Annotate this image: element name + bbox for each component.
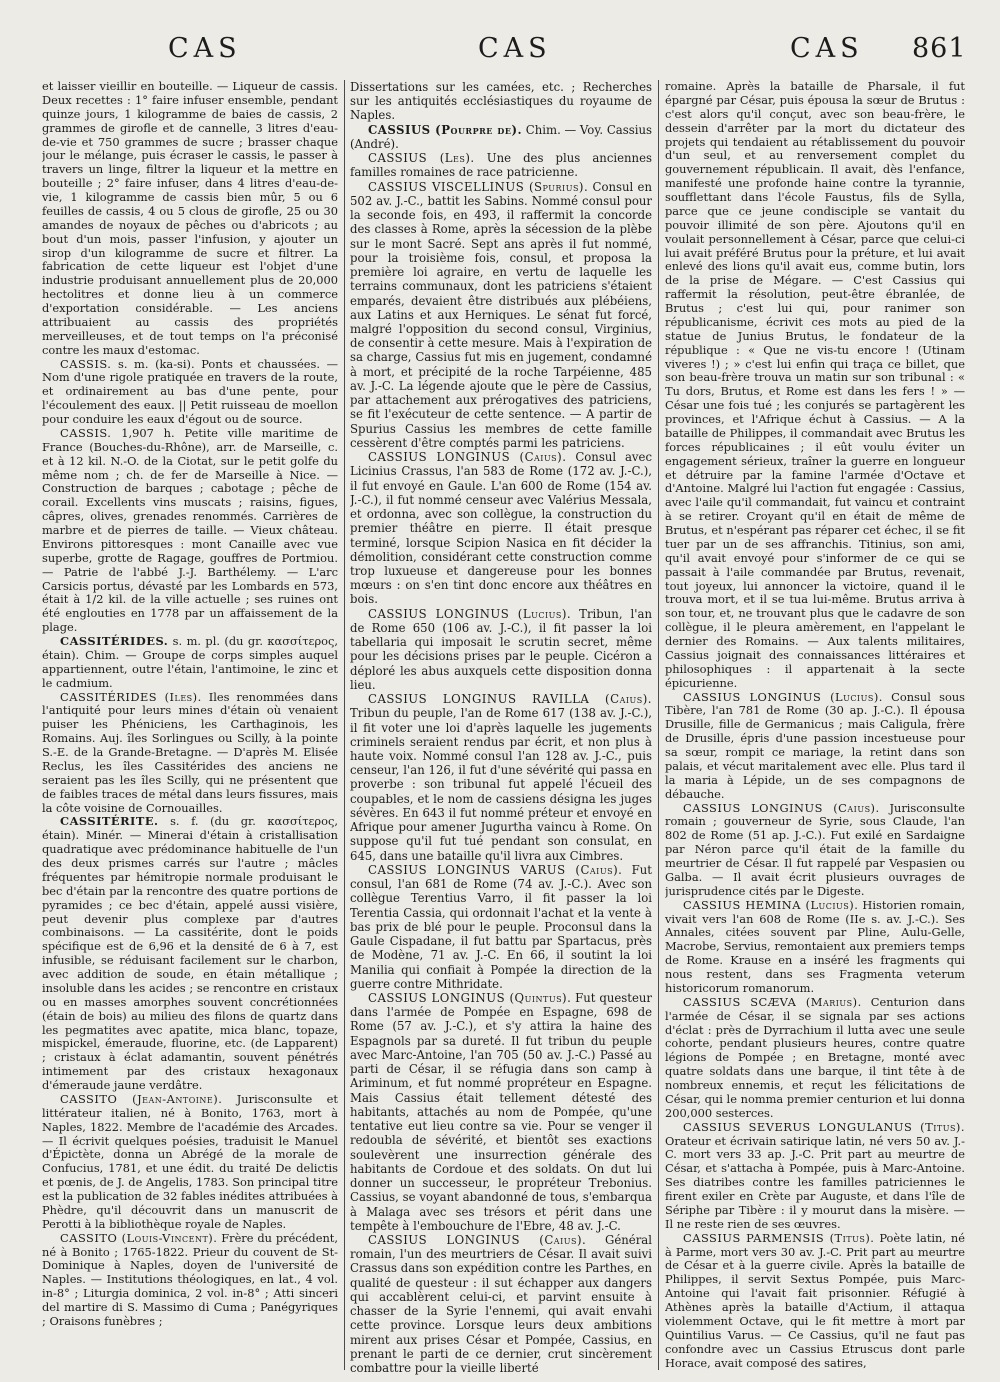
entry-headword: CASSIUS SCÆVA (Marius). [683, 994, 862, 1009]
entry-paragraph [350, 1233, 652, 1375]
entry-text: et laisser vieillir en bouteille. — Liqueur de cassis. Deux recettes : 1° faire infuser ensemble, pendant quinze jours, 1 kilogramme de baies de cassis, 2 grammes de girofle et de cannelle, 3 litres d'eau-de-vie et 750 grammes de sucre ; brasser chaque jour le mélange, puis écraser le cassis, le passer à travers un linge, filtrer la liqueur et la mettre en bouteille ; 2° faire infuser, dans 4 litres d'eau-de-vie, 1 kilogramme de cassis bien mûr, 5 ou 6 feuilles de cassis, 4 ou 5 clous de girofle, 25 ou 30 amandes de noyaux de pêches ou d'abricots ; au bout d'un mois, passer l'infusion, y ajouter un sirop d'un kilogramme de sucre et filtrer. La fabrication de cette liqueur est l'objet d'une industrie produisant annuellement plus de 20,000 hectolitres et donne lieu à un commerce d'exportation considérable. — Les anciens attribuaient au cassis des propriétés merveilleuses, et de tout temps on l'a préconisé contre les maux d'estomac. [42, 80, 338, 357]
entry-text: Orateur et écrivain satirique latin, né vers 50 av. J.-C. mort vers 33 ap. J.-C. Prit part au meurtre de César, et s'attacha à Pompée, puis à Marc-Antoine. Ses diatribes contre les familles patriciennes le firent exiler en Crète par Auguste, et dans l'île de Sériphe par Tibère : il y mourut dans la misère. — Il ne reste rien de ses œuvres. [665, 1133, 965, 1231]
entry-text: s. m. pl. (du gr. κασσίτερος, étain). Chim. — Groupe de corps simples auquel appartiennent, outre l'étain, l'antimoine, le zinc et le cadmium. [42, 634, 338, 690]
entry-text: s. f. (du gr. κασσίτερος, étain). Minér. — Minerai d'étain à cristallisation quadratique avec prédominance habituelle de l'un des deux prismes carrés sur l'autre ; mâcles fréquentes par hémitropie normale produisant le bec d'étain par la rencontre des quatre portions de pyramides ; ce bec d'étain, appelé aussi visière, peut devenir plus complexe par d'autres combinaisons. — La cassitérite, dont le poids spécifique est de 6,96 et la densité de 6 à 7, est infusible, se réduisant facilement sur le charbon, avec addition de soude, en étain métallique ; insoluble dans les acides ; se rencontre en cristaux ou en masses amorphes souvent concrétionnées (étain de bois) au milieu des filons de quartz dans les pegmatites avec apatite, mica blanc, topaze, mispickel, émeraude, fluorine, etc. (de Lapparent) ; cristaux à éclat adamantin, souvent pénétrés intimement par des cristaux hexagonaux d'émeraude jaune verdâtre. [42, 814, 338, 1092]
entry-headword: CASSIUS LONGINUS (Quintus). [368, 991, 572, 1005]
entry-headword: CASSIUS HEMINA (Lucius). [683, 897, 859, 912]
entry-paragraph [665, 691, 965, 802]
entry-paragraph [665, 1232, 965, 1371]
header-right-guideword: CAS [790, 33, 864, 64]
entry-headword: CASSIUS LONGINUS (Caius). [683, 800, 880, 815]
entry-headword: CASSIUS LONGINUS (Lucius). [368, 606, 572, 621]
entry-text: Consul sous Tibère, l'an 781 de Rome (30 ap. J.-C.). Il épousa Drusille, fille de Germanicus ; mais Caligula, frère de Drusille, épris d'une passion incestueuse pour sa sœur, rompit ce mariage, la retint dans son palais, et vécut maritalement avec elle. Plus tard il la maria à Lépide, un de ses compagnons de débauche. [665, 689, 965, 801]
entry-paragraph [665, 899, 965, 996]
entry-headword: CASSIUS LONGINUS (Caius). [368, 1232, 587, 1247]
entry-headword: CASSIUS LONGINUS VARUS (Caius). [368, 862, 623, 877]
entry-paragraph [350, 450, 652, 607]
entry-headword: CASSIUS (Pourpre de). [368, 122, 523, 137]
entry-paragraph [42, 80, 338, 358]
entry-text: Historien romain, vivait vers l'an 608 de Rome (IIe s. av. J.-C.). Ses Annales, citées souvent par Pline, Aulu-Gelle, Macrobe, Servius, remontaient aux premiers temps de Rome. Krause en a inséré les fragments qui nous restent, dans ses Fragmenta veterum historicorum romanorum. [665, 897, 965, 995]
entry-text: Consul avec Licinius Crassus, l'an 583 de Rome (172 av. J.-C.), il fut envoyé en Gaule. L'an 600 de Rome (154 av. J.-C.), il fut nommé censeur avec Valérius Messala, et ordonna, avec son collègue, la construction du premier théâtre en pierre. Il était presque terminé, lorsque Scipion Nasica en fit décider la démolition, considérant cette construction comme trop luxueuse et dangereuse pour les bonnes mœurs : on s'en tint donc encore aux théâtres en bois. [350, 450, 652, 607]
entry-text: s. m. (ka-si). Ponts et chaussées. — Nom d'une rigole pratiquée en travers de la route, et ordinairement au bas d'une pente, pour l'écoulement des eaux. || Petit ruisseau de moellon pour conduire les eaux d'égout ou de source. [42, 356, 338, 426]
entry-headword: CASSITÉRIDES (Iles). [60, 689, 202, 704]
entry-headword: CASSIS. [60, 356, 112, 371]
entry-paragraph [350, 180, 652, 450]
entry-paragraph [350, 991, 652, 1233]
entry-headword: CASSITO (Louis-Vincent). [60, 1230, 218, 1245]
entry-paragraph [42, 1232, 338, 1329]
text-column-1 [42, 80, 338, 1376]
entry-headword: CASSIUS (Les). [368, 151, 475, 166]
entry-text: Général romain, l'un des meurtriers de César. Il avait suivi Crassus dans son expédition contre les Parthes, en qualité de questeur : il sut échapper aux dangers qui accablèrent celui-ci, et parvint ensuite à chasser de la Syrie l'ennemi, qui avait envahi cette province. Lorsque leurs deux ambitions mirent aux prises César et Pompée, Cassius, en prenant le parti de ce dernier, crut sincèrement combattre pour la vieille liberté [350, 1232, 652, 1376]
entry-text: Frère du précédent, né à Bonito ; 1765-1822. Prieur du couvent de St-Dominique à Naples, doyen de l'université de Naples. — Institutions théologiques, en lat., 4 vol. in-8° ; Liturgia dominica, 2 vol. in-8° ; Atti sinceri del martire di S. Massimo di Cuma ; Panégyriques ; Oraisons funèbres ; [42, 1230, 338, 1328]
entry-text: Tribun du peuple, l'an de Rome 617 (138 av. J.-C.), il fit voter une loi d'après laquelle les jugements criminels seraient rendus par écrit, et non plus à haute voix. Nommé consul l'an 128 av. J.-C., puis censeur, l'an 126, il fut d'une sévérité qui passa en proverbe : son tribunal fut appelé l'écueil des coupables, et le nom de cassiens désigna les juges sévères. En 643 il fut nommé préteur et envoyé en Afrique pour amener Jugurtha vaincu à Rome. On suppose qu'il fut tué pendant son consulat, en 645, dans une bataille qu'il livra aux Cimbres. [350, 706, 652, 863]
entry-paragraph [665, 802, 965, 899]
entry-paragraph [350, 151, 652, 179]
entry-text: Tribun, l'an de Rome 650 (106 av. J.-C.), il fit passer la loi tabellaria qui imposait le scrutin secret, même pour les décisions prises par le peuple. Cicéron a déploré les abus auxquels cette disposition donna lieu. [350, 606, 652, 692]
entry-text: Jurisconsulte et littérateur italien, né à Bonito, 1763, mort à Naples, 1822. Membre de l'académie des Arcades. — Il écrivit quelques poésies, traduisit le Manuel d'Épictète, donna un Abrégé de la morale de Confucius, 1781, et une édit. du traité De delictis et pœnis, de J. de Angelis, 1783. Son principal titre est la publication de 32 fables inédites attribuées à Phèdre, qu'il découvrit dans un manuscrit de Perotti à la bibliothèque royale de Naples. [42, 1091, 338, 1231]
entry-text: Dissertations sur les camées, etc. ; Recherches sur les antiquités ecclésiastiques du royaume de Naples. [350, 80, 652, 123]
entry-text: Consul en 502 av. J.-C., battit les Sabins. Nommé consul pour la seconde fois, en 493, il raffermit la concorde des classes à Rome, après la sécession de la plèbe sur le mont Sacré. Sept ans après il fut nommé, pour la troisième fois, consul, et proposa la première loi agraire, en vertu de laquelle les terrains communaux, dont les patriciens s'étaient emparés, devaient être distribués aux plébéiens, aux Latins et aux Herniques. Le sénat fut forcé, malgré l'opposition du second consul, Virginius, de consentir à cette mesure. Mais à l'expiration de sa charge, Cassius fut mis en jugement, condamné à mort, et précipité de la roche Tarpéienne, 485 av. J.-C. La légende ajoute que le père de Cassius, par attachement aux prérogatives des patriciens, se fit l'exécuteur de cette sentence. — A partir de Spurius Cassius les membres de cette famille cessèrent d'être comptés parmi les patriciens. [350, 179, 652, 450]
entry-text: Fut questeur dans l'armée de Pompée en Espagne, 698 de Rome (57 av. J.-C.), et s'y attira la haine des Espagnols par sa dureté. Il fut tribun du peuple avec Marc-Antoine, l'an 705 (50 av. J.-C.) Passé au parti de César, il se réfugia dans son camp à Ariminum, et fut nommé propréteur en Espagne. Mais Cassius était tellement détesté des habitants, attachés au nom de Pompée, qu'une tentative eut lieu contre sa vie. Pour se venger il redoubla de sévérité, et bientôt ses exactions soulevèrent une insurrection générale des habitants de Cordoue et des soldats. On dut lui donner un successeur, le propréteur Trebonius. Cassius, se voyant abandonné de tous, s'embarqua à Malaga avec ses trésors et périt dans une tempête à l'embouchure de l'Ebre, 48 av. J.-C. [350, 991, 652, 1233]
entry-paragraph [42, 427, 338, 635]
entry-paragraph [350, 863, 652, 991]
entry-headword: CASSIUS PARMENSIS (Titus). [683, 1230, 875, 1245]
entry-text: Poète latin, né à Parme, mort vers 30 av. J.-C. Prit part au meurtre de César et à la guerre civile. Après la bataille de Philippes, il servit Sextus Pompée, puis Marc-Antoine qui l'avait fait prisonnier. Réfugié à Athènes après la bataille d'Actium, il attaqua violemment Octave, qui le fit mettre à mort par Quintilius Varus. — Ce Cassius, qu'il ne faut pas confondre avec un Cassius Etruscus dont parle Horace, avait composé des satires, [665, 1230, 965, 1370]
entry-headword: CASSIUS LONGINUS (Lucius). [683, 689, 883, 704]
entry-paragraph [42, 358, 338, 427]
entry-headword: CASSITÉRIDES. [60, 634, 169, 648]
entry-text: Iles renommées dans l'antiquité pour leurs mines d'étain où venaient puiser les Phéniciens, les Carthaginois, les Romains. Auj. îles Sorlingues ou Scilly, à la pointe S.-E. de la Grande-Bretagne. — D'après M. Elisée Reclus, les îles Cassitérides des anciens ne seraient pas les îles Scilly, qui ne présentent que de faibles traces de métal dans leurs fissures, mais la côte voisine de Cornouailles. [42, 689, 338, 815]
entry-paragraph [665, 1121, 965, 1232]
running-header [0, 32, 1000, 72]
text-column-2 [350, 80, 652, 1376]
entry-text: Jurisconsulte romain ; gouverneur de Syrie, sous Claude, l'an 802 de Rome (51 ap. J.-C.). Fut exilé en Sardaigne par Néron parce qu'il était de la famille du meurtrier de César. Il fut rappelé par Vespasien ou Galba. — Il avait écrit plusieurs ouvrages de jurisprudence cités par le Digeste. [665, 800, 965, 898]
entry-paragraph [350, 80, 652, 123]
header-left-guideword: CAS [168, 33, 242, 64]
entry-text: Une des plus anciennes familles romaines de race patricienne. [350, 151, 652, 180]
header-center-guideword: CAS [478, 33, 552, 64]
entry-headword: CASSITÉRITE. [60, 814, 159, 829]
entry-text: Centurion dans l'armée de César, il se signala par ses actions d'éclat : près de Dyrrachium il lutta avec une seule cohorte, pendant plusieurs heures, contre quatre légions de Pompée ; en Bretagne, monté avec quatre soldats dans une barque, il tint tête à de nombreux ennemis, et reçut les félicitations de César, qui le nomma premier centurion et lui donna 200,000 sesterces. [665, 994, 965, 1120]
entry-headword: CASSIUS SEVERUS LONGULANUS (Titus). [683, 1119, 965, 1134]
entry-headword: CASSIS. [60, 425, 112, 440]
entry-text: Fut consul, l'an 681 de Rome (74 av. J.-C.). Avec son collègue Terentius Varro, il fit passer la loi Terentia Cassia, qui ordonnait l'achat et la vente à bas prix de blé pour le peuple. Proconsul dans la Gaule Cispadane, il fut battu par Spartacus, près de Modène, 71 av. J.-C. En 66, il soutint la loi Manilia qui confiait à Pompée la direction de la guerre contre Mithridate. [350, 862, 652, 991]
entry-paragraph [350, 607, 652, 692]
entry-paragraph [42, 635, 338, 691]
entry-headword: CASSIUS LONGINUS (Caius). [368, 450, 567, 465]
entry-text: 1,907 h. Petite ville maritime de France (Bouches-du-Rhône), arr. de Marseille, c. et à 12 kil. N.-O. de la Ciotat, sur le petit golfe du même nom ; ch. de fer de Marseille à Nice. — Construction de barques ; cabotage ; pêche de corail. Excellents vins muscats ; raisins, figues, câpres, olives, grenades renommés. Carrières de marbre et de pierres de taille. — Vieux château. Environs pittoresques : mont Canaille avec vue superbe, grotte de Ragage, gouffres de Portmiou. — Patrie de l'abbé J.-J. Barthélemy. — L'arc Carsicis portus, dévasté par les Lombards en 573, était à 1/2 kil. de la ville actuelle ; ses ruines ont été englouties en 1778 par un affaissement de la plage. [42, 425, 338, 635]
entry-paragraph [350, 692, 652, 863]
entry-paragraph [665, 996, 965, 1121]
entry-text: Chim. — Voy. Cassius (André). [350, 122, 652, 151]
column-rule-right [658, 80, 659, 1370]
entry-paragraph [42, 691, 338, 816]
entry-text: romaine. Après la bataille de Pharsale, il fut épargné par César, puis épousa la sœur de Brutus : c'est alors qu'il conçut, avec son beau-frère, le dessein d'arrêter par la mort du dictateur des projets qui tendaient au rétablissement du pouvoir d'un seul, et au renversement complet du gouvernement républicain. Il avait, dès l'enfance, manifesté une profonde haine contre la tyrannie, soufflettant dans l'école Faustus, fils de Sylla, parce que ce jeune condisciple se vantait du pouvoir illimité de son père. Ajoutons qu'il en voulait personnellement à César, parce que celui-ci lui avait préféré Brutus pour la préture, et lui avait enlevé des lions qu'il avait eus, comme butin, lors de la prise de Mégare. — C'est Cassius qui raffermit la résolution, peut-être ébranlée, de Brutus ; c'est lui qui, pour ranimer son républicanisme, écrivit ces mots au pied de la statue de Junius Brutus, le fondateur de la république : « Que ne vis-tu encore ! (Utinam viveres !) ; » c'est lui enfin qui traça ce billet, que son beau-frère trouva un matin sur son tribunal : « Tu dors, Brutus, et Rome est dans les fers ! » — César une fois tué ; les conjurés se partagèrent les provinces, et l'Afrique échut à Cassius. — A la bataille de Philippes, il commandait avec Brutus les forces républicaines ; il eût voulu éviter un engagement sérieux, traîner la guerre en longueur et détruire par la famine l'armée d'Octave et d'Antoine. Malgré lui l'action fut engagée : Cassius, avec l'aile qu'il commandait, fut vaincu et contraint à se retirer. Croyant qu'il en était de même de Brutus, et n'espérant pas réparer cet échec, il se fit tuer par un de ses affranchis. Titinius, son ami, qu'il avait envoyé pour s'informer de ce qui se passait à l'aile commandée par Brutus, revenait, tout joyeux, lui annoncer la victoire, quand il le trouva mort, et il se tua lui-même. Brutus arriva à son tour, et, ne trouvant plus que le cadavre de son collègue, il le pleura amèrement, en l'appelant le dernier des Romains. — Aux talents militaires, Cassius joignait des connaissances littéraires et philosophiques : il appartenait à la secte épicurienne. [665, 80, 965, 690]
entry-paragraph [42, 1093, 338, 1232]
entry-paragraph [42, 815, 338, 1093]
entry-paragraph [665, 80, 965, 691]
column-rule-left [344, 80, 345, 1370]
entry-paragraph [350, 123, 652, 151]
text-column-3 [665, 80, 965, 1376]
entry-headword: CASSIUS VISCELLINUS (Spurius). [368, 179, 589, 194]
entry-headword: CASSIUS LONGINUS RAVILLA (Caius). [368, 692, 652, 707]
page-number: 861 [912, 33, 967, 64]
entry-headword: CASSITO (Jean-Antoine). [60, 1091, 223, 1106]
